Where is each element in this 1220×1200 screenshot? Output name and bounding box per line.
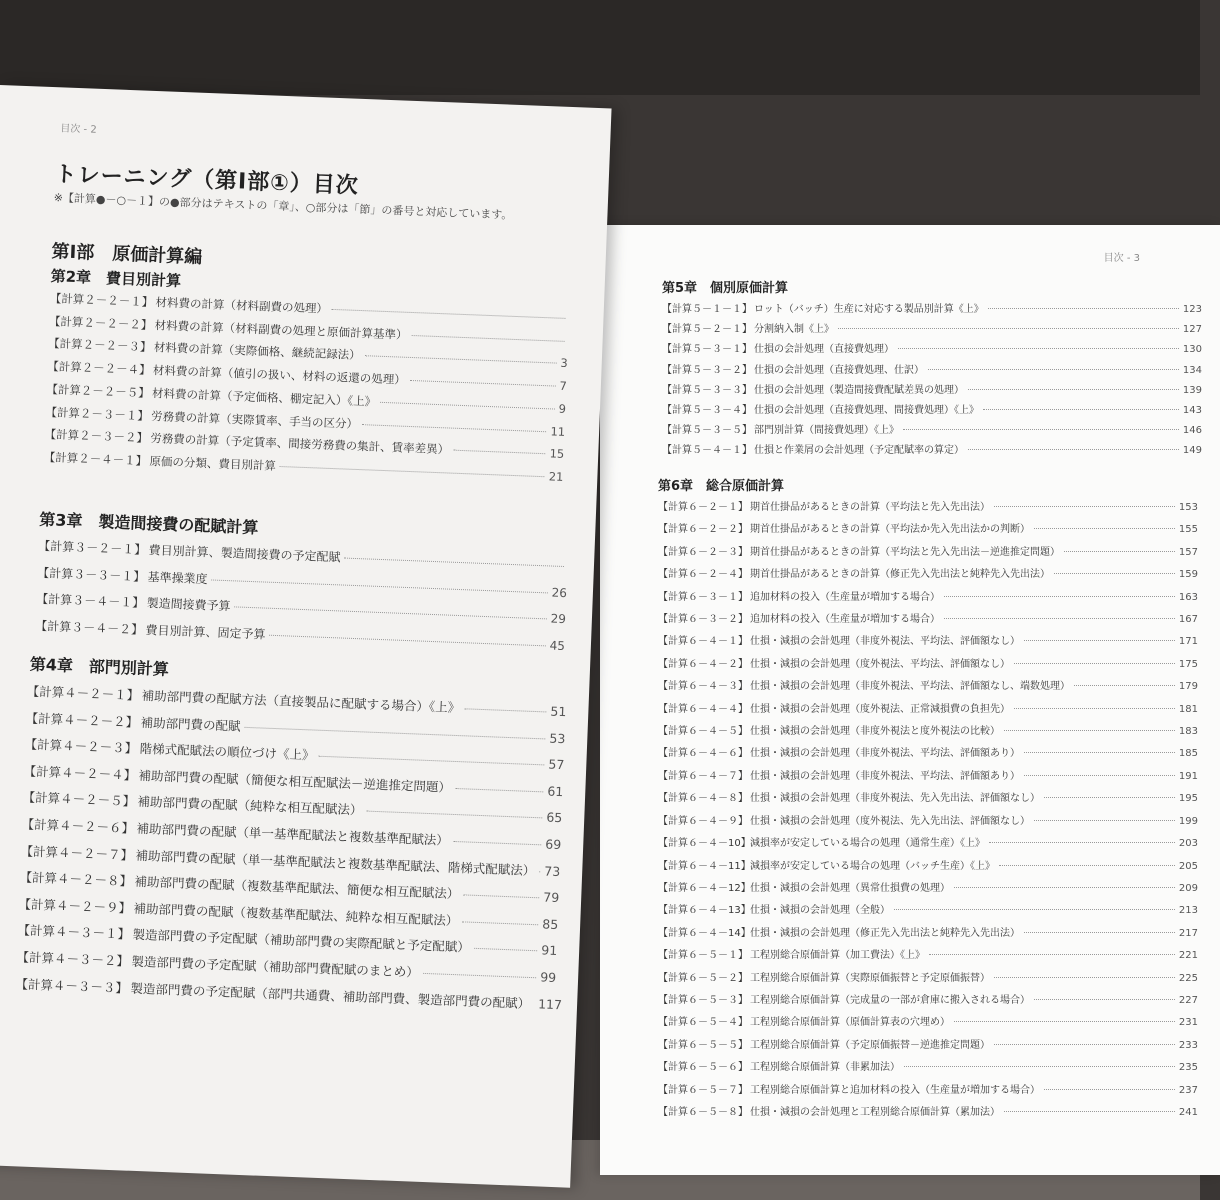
leader-dots: [994, 506, 1175, 507]
leader-dots: [1024, 752, 1175, 753]
entry-page-number: 179: [1178, 681, 1198, 693]
entry-page-number: 3: [560, 356, 568, 371]
leader-dots: [968, 449, 1179, 450]
toc-entry: [662, 401, 1202, 421]
leader-dots: [999, 865, 1175, 866]
entry-code: 【計算６－３－２】: [658, 614, 748, 626]
entry-code: 【計算５－１－１】: [662, 304, 752, 315]
leader-dots: [838, 328, 1179, 329]
entry-code: 【計算６－４－13】: [658, 905, 751, 917]
leader-dots: [423, 973, 537, 978]
entry-title: 補助部門費の配賦方法（直接製品に配賦する場合）《上》: [141, 687, 461, 716]
entry-code: 【計算６－５－２】: [658, 972, 748, 984]
entry-title: 補助部門費の配賦（単一基準配賦法と複数基準配賦法）: [136, 820, 450, 848]
entry-title: 仕損・減損の会計処理（非度外視法、平均法、評価額あり）: [750, 748, 1020, 760]
entry-title: 工程別総合原価計算（非累加法）: [750, 1062, 900, 1074]
toc-entry: [662, 421, 1202, 441]
entry-code: 【計算４－２－４】: [23, 763, 137, 783]
entry-page-number: 65: [546, 809, 563, 826]
leader-dots: [463, 895, 539, 899]
leader-dots: [464, 708, 546, 712]
leader-dots: [954, 1021, 1175, 1022]
leader-dots: [988, 308, 1179, 309]
page-title: トレーニング（第Ⅰ部①）目次: [54, 162, 360, 199]
entry-title: 仕損・減損の会計処理（非度外視法と度外視法の比較）: [750, 726, 1000, 738]
entry-code: 【計算６－３－１】: [658, 591, 748, 603]
entry-page-number: 155: [1178, 524, 1198, 536]
entry-title: 仕損・減損の会計処理（度外視法、平均法、評価額なし）: [750, 658, 1010, 670]
leader-dots: [365, 356, 557, 364]
entry-title: 工程別総合原価計算（完成量の一部が倉庫に搬入される場合）: [750, 994, 1030, 1006]
entry-title: 材料費の計算（実際価格、継続記録法）: [153, 340, 361, 363]
entry-title: 仕損の会計処理（製造間接費配賦差異の処理）: [754, 384, 964, 396]
entry-code: 【計算３－４－１】: [36, 591, 145, 610]
entry-code: 【計算６－４－７】: [658, 770, 748, 782]
entry-page-number: 241: [1178, 1106, 1198, 1118]
toc-entry: [662, 300, 1202, 320]
entry-page-number: 209: [1178, 882, 1198, 894]
leader-dots: [1014, 708, 1175, 709]
toc-entry: [658, 968, 1198, 990]
entry-code: 【計算５－３－２】: [662, 364, 752, 376]
entry-page-number: 21: [548, 469, 564, 484]
entry-page-number: 183: [1178, 726, 1198, 738]
toc-entry: [658, 1102, 1198, 1124]
entry-page-number: 175: [1178, 658, 1198, 670]
chapter-2-entries: [43, 287, 570, 488]
entry-code: 【計算６－５－４】: [658, 1017, 748, 1029]
entry-code: 【計算４－２－１】: [26, 683, 140, 703]
chapter-3-entries: [35, 533, 569, 659]
leader-dots: [269, 634, 545, 646]
entry-page-number: 99: [539, 969, 557, 985]
entry-page-number: 130: [1182, 344, 1202, 356]
leader-dots: [539, 871, 540, 872]
entry-title: 工程別総合原価計算（原価計算表の穴埋め）: [750, 1017, 950, 1029]
entry-page-number: 57: [548, 756, 565, 773]
leader-dots: [968, 389, 1179, 390]
entry-title: 仕損・減損の会計処理（異常仕損費の処理）: [750, 882, 950, 894]
entry-page-number: 217: [1178, 927, 1198, 939]
toc-entry: [658, 654, 1198, 676]
entry-title: ロット（バッチ）生産に対応する製品別計算《上》: [754, 304, 984, 315]
entry-code: 【計算６－５－３】: [658, 994, 748, 1006]
entry-title: 仕損・減損の会計処理（非度外視法、平均法、評価額なし、端数処理）: [750, 681, 1070, 693]
entry-title: 減損率が安定している場合の処理（通常生産）《上》: [750, 838, 985, 850]
leader-dots: [362, 424, 546, 432]
leader-dots: [1034, 528, 1175, 529]
leader-dots: [455, 788, 544, 792]
entry-title: 材料費の計算（予定価格、棚定記入）《上》: [151, 385, 377, 409]
entry-code: 【計算３－４－２】: [35, 618, 144, 637]
leader-dots: [280, 466, 545, 477]
leader-dots: [1024, 775, 1175, 776]
entry-page-number: 53: [549, 730, 566, 746]
toc-entry: [658, 788, 1198, 810]
leader-dots: [1064, 551, 1175, 552]
entry-page-number: 163: [1178, 591, 1198, 603]
entry-title: 仕損・減損の会計処理（非度外視法、平均法、評価額あり）: [750, 770, 1020, 782]
entry-title: 期首仕掛品があるときの計算（修正先入先出法と純粋先入先出法）: [750, 569, 1050, 581]
entry-code: 【計算２－２－５】: [46, 381, 151, 400]
entry-code: 【計算３－２－１】: [38, 538, 147, 557]
leader-dots: [474, 948, 538, 951]
entry-code: 【計算６－４－５】: [658, 726, 748, 738]
toc-entry: [658, 542, 1198, 564]
entry-page-number: 117: [537, 995, 563, 1012]
toc-entry: [658, 990, 1198, 1012]
entry-code: 【計算６－５－６】: [658, 1062, 748, 1074]
entry-page-number: 143: [1182, 405, 1202, 417]
entry-page-number: 181: [1178, 703, 1198, 715]
entry-title: 仕損・減損の会計処理（度外視法、正常減損費の負担先）: [750, 703, 1010, 715]
entry-title: 減損率が安定している場合の処理（バッチ生産）《上》: [750, 860, 995, 872]
leader-dots: [245, 726, 546, 739]
entry-page-number: 134: [1182, 364, 1202, 376]
entry-title: 製造間接費予算: [146, 596, 231, 614]
toc-entry: [658, 878, 1198, 900]
entry-title: 補助部門費の配賦（単一基準配賦法と複数基準配賦法、階梯式配賦法）: [135, 847, 536, 878]
page-note: ※【計算●－○－１】の●部分はテキストの「章」、○部分は「節」の番号と対応しています。: [53, 191, 513, 222]
leader-dots: [1034, 999, 1175, 1000]
chapter-5-entries: [662, 300, 1202, 462]
entry-page-number: 235: [1178, 1062, 1198, 1074]
entry-title: 工程別総合原価計算（加工費法）《上》: [750, 950, 925, 962]
leader-dots: [928, 369, 1179, 370]
entry-code: 【計算６－２－３】: [658, 546, 748, 558]
toc-entry: [658, 587, 1198, 609]
entry-title: 補助部門費の配賦（複数基準配賦法、簡便な相互配賦法）: [134, 873, 460, 902]
toc-entry: [658, 900, 1198, 922]
part-title: 第Ⅰ部 原価計算編: [51, 241, 203, 268]
toc-entry: [658, 519, 1198, 541]
entry-title: 仕損・減損の会計処理と工程別総合原価計算（累加法）: [750, 1106, 1000, 1118]
toc-entry: [658, 1035, 1198, 1057]
entry-title: 工程別総合原価計算と追加材料の投入（生産量が増加する場合）: [750, 1084, 1040, 1096]
entry-title: 製造部門費の予定配賦（補助部門費配賦のまとめ）: [131, 953, 420, 980]
leader-dots: [944, 596, 1175, 597]
entry-title: 材料費の計算（材料副費の処理と原価計算基準）: [154, 317, 408, 342]
leader-dots: [1024, 640, 1175, 641]
entry-title: 仕損の会計処理（直接費処理、仕訳）: [754, 364, 924, 376]
leader-dots: [989, 842, 1175, 843]
leader-dots: [894, 909, 1175, 910]
entry-page-number: 45: [549, 638, 566, 653]
toc-entry: [662, 320, 1202, 340]
entry-title: 基準操業度: [147, 569, 208, 586]
leader-dots: [453, 841, 542, 845]
entry-page-number: 51: [550, 703, 567, 720]
entry-page-number: 213: [1178, 905, 1198, 917]
leader-dots: [1044, 1089, 1175, 1090]
entry-page-number: 237: [1178, 1084, 1198, 1096]
leader-dots: [1034, 820, 1175, 821]
entry-code: 【計算６－４－10】: [658, 838, 751, 850]
page-header: 目次 - 2: [60, 123, 97, 136]
entry-page-number: 91: [540, 942, 558, 959]
entry-title: 仕損・減損の会計処理（度外視法、先入先出法、評価額なし）: [750, 815, 1030, 827]
right-page: [600, 225, 1220, 1175]
entry-title: 期首仕掛品があるときの計算（平均法と先入先出法－逆進推定問題）: [750, 546, 1060, 558]
leader-dots: [410, 380, 556, 387]
toc-entry: [658, 721, 1198, 743]
entry-page-number: 127: [1182, 324, 1202, 336]
entry-code: 【計算４－２－９】: [18, 896, 132, 916]
entry-code: 【計算６－４－14】: [658, 927, 751, 939]
entry-code: 【計算６－５－７】: [658, 1084, 748, 1096]
entry-code: 【計算６－２－１】: [658, 502, 748, 513]
page-header: 目次 - 3: [1103, 253, 1140, 264]
leader-dots: [903, 429, 1179, 430]
leader-dots: [411, 335, 564, 342]
entry-title: 補助部門費の配賦（純粋な相互配賦法）: [137, 794, 363, 818]
leader-dots: [344, 558, 563, 567]
entry-code: 【計算４－２－３】: [24, 736, 138, 756]
entry-code: 【計算６－４－２】: [658, 658, 748, 670]
chapter-3-title: 第3章 製造間接費の配賦計算: [38, 509, 259, 538]
toc-entry: [658, 856, 1198, 878]
entry-page-number: 79: [543, 889, 560, 906]
entry-title: 部門別計算（間接費処理）《上》: [754, 425, 899, 437]
entry-code: 【計算６－４－３】: [658, 681, 748, 693]
chapter-6-entries: [658, 497, 1198, 1124]
entry-code: 【計算２－２－４】: [46, 359, 151, 378]
toc-entry: [658, 609, 1198, 631]
entry-code: 【計算６－５－５】: [658, 1039, 748, 1051]
toc-entry: [658, 631, 1198, 653]
entry-title: 補助部門費の配賦（複数基準配賦法、純粋な相互配賦法）: [133, 900, 459, 928]
entry-title: 分割納入制《上》: [754, 324, 834, 336]
entry-code: 【計算４－２－２】: [25, 710, 139, 730]
entry-title: 労務費の計算（予定賃率、間接労務費の集計、賃率差異）: [150, 431, 450, 457]
entry-code: 【計算６－５－１】: [658, 950, 748, 962]
entry-code: 【計算２－４－１】: [43, 449, 148, 468]
leader-dots: [212, 579, 548, 593]
entry-code: 【計算４－３－２】: [16, 949, 130, 969]
entry-page-number: 233: [1178, 1039, 1198, 1051]
entry-code: 【計算６－４－９】: [658, 815, 748, 827]
toc-entry: [658, 497, 1198, 519]
chapter-6-title: 第6章 総合原価計算: [658, 479, 785, 494]
entry-page-number: 167: [1178, 614, 1198, 626]
leader-dots: [983, 409, 1179, 410]
toc-entry: [662, 441, 1202, 461]
entry-page-number: 73: [544, 863, 561, 879]
entry-title: 追加材料の投入（生産量が増加する場合）: [750, 614, 940, 626]
entry-code: 【計算６－４－６】: [658, 748, 748, 760]
entry-title: 期首仕掛品があるときの計算（平均法か先入先出法かの判断）: [750, 524, 1030, 536]
entry-page-number: 159: [1178, 569, 1198, 581]
left-page: [0, 85, 612, 1188]
toc-entry: [662, 340, 1202, 360]
leader-dots: [898, 348, 1179, 349]
entry-code: 【計算２－２－３】: [47, 336, 152, 355]
leader-dots: [1044, 797, 1175, 798]
leader-dots: [994, 977, 1175, 978]
chapter-5-title: 第5章 個別原価計算: [662, 281, 789, 296]
leader-dots: [332, 309, 566, 319]
toc-entry: [658, 564, 1198, 586]
entry-page-number: 231: [1178, 1017, 1198, 1029]
chapter-4-entries: [15, 678, 567, 1018]
entry-title: 製造部門費の予定配賦（補助部門費の実際配賦と予定配賦）: [132, 927, 471, 956]
entry-page-number: 195: [1178, 793, 1198, 805]
entry-page-number: 61: [547, 783, 564, 799]
entry-title: 労務費の計算（実際賃率、手当の区分）: [150, 408, 359, 431]
toc-entry: [662, 361, 1202, 381]
leader-dots: [1014, 663, 1175, 664]
leader-dots: [318, 756, 544, 766]
entry-code: 【計算６－４－１】: [658, 636, 748, 648]
entry-title: 仕損と作業屑の会計処理（予定配賦率の算定）: [754, 445, 964, 457]
entry-title: 仕損・減損の会計処理（修正先入先出法と純粋先入先出法）: [750, 927, 1020, 939]
entry-page-number: 185: [1178, 748, 1198, 760]
entry-title: 材料費の計算（値引の扱い、材料の返還の処理）: [152, 363, 407, 387]
entry-code: 【計算６－４－４】: [658, 703, 748, 715]
entry-page-number: 157: [1178, 546, 1198, 558]
toc-entry: [658, 1012, 1198, 1034]
toc-entry: [658, 1080, 1198, 1102]
toc-entry: [658, 743, 1198, 765]
entry-page-number: 199: [1178, 815, 1198, 827]
entry-title: 補助部門費の配賦: [140, 714, 241, 734]
leader-dots: [994, 1044, 1175, 1045]
leader-dots: [1004, 730, 1175, 731]
entry-title: 仕損の会計処理（直接費処理、間接費処理）《上》: [754, 405, 979, 417]
toc-entry: [658, 811, 1198, 833]
leader-dots: [366, 811, 542, 819]
entry-code: 【計算６－２－２】: [658, 524, 748, 536]
toc-entry: [658, 676, 1198, 698]
leader-dots: [1074, 685, 1175, 686]
toc-entry: [658, 833, 1198, 855]
entry-code: 【計算２－２－１】: [49, 291, 154, 310]
entry-page-number: 203: [1178, 838, 1198, 850]
leader-dots: [453, 450, 546, 455]
entry-page-number: 225: [1178, 972, 1198, 984]
entry-page-number: 227: [1178, 994, 1198, 1006]
entry-code: 【計算４－２－５】: [22, 789, 136, 810]
toc-entry: [658, 945, 1198, 967]
chapter-4-title: 第4章 部門別計算: [29, 654, 170, 679]
entry-page-number: 171: [1178, 636, 1198, 648]
leader-dots: [380, 402, 555, 410]
entry-code: 【計算４－３－３】: [15, 975, 129, 996]
leader-dots: [954, 887, 1175, 888]
entry-page-number: 149: [1182, 445, 1202, 457]
entry-code: 【計算２－３－２】: [44, 427, 149, 446]
entry-page-number: 26: [551, 585, 568, 600]
entry-code: 【計算５－４－１】: [662, 445, 752, 457]
entry-title: 費目別計算、製造間接費の予定配賦: [148, 543, 341, 565]
toc-entry: [658, 699, 1198, 721]
entry-page-number: 69: [545, 836, 562, 853]
entry-page-number: 205: [1178, 860, 1198, 872]
entry-title: 仕損・減損の会計処理（非度外視法、先入先出法、評価額なし）: [750, 793, 1040, 805]
entry-title: 追加材料の投入（生産量が増加する場合）: [750, 591, 940, 603]
leader-dots: [235, 606, 547, 619]
entry-code: 【計算５－３－３】: [662, 384, 752, 396]
entry-page-number: 153: [1178, 502, 1198, 513]
entry-title: 階梯式配賦法の順位づけ《上》: [139, 741, 315, 763]
toc-entry: [658, 766, 1198, 788]
chapter-2-title: 第2章 費目別計算: [50, 267, 182, 291]
entry-code: 【計算５－３－５】: [662, 425, 752, 437]
entry-code: 【計算６－４－12】: [658, 882, 751, 894]
entry-title: 期首仕掛品があるときの計算（平均法と先入先出法）: [750, 502, 990, 513]
entry-page-number: 191: [1178, 770, 1198, 782]
entry-code: 【計算４－２－６】: [21, 816, 135, 836]
entry-page-number: 9: [558, 401, 567, 416]
entry-code: 【計算６－４－８】: [658, 793, 748, 805]
leader-dots: [1024, 932, 1175, 933]
entry-page-number: 29: [550, 611, 567, 627]
entry-code: 【計算４－２－７】: [20, 842, 134, 863]
toc-entry: [662, 381, 1202, 401]
toc-entry: [658, 1057, 1198, 1079]
leader-dots: [944, 618, 1175, 619]
leader-dots: [904, 1066, 1175, 1067]
entry-page-number: 123: [1182, 304, 1202, 315]
entry-code: 【計算３－３－１】: [37, 565, 146, 584]
entry-title: 仕損・減損の会計処理（非度外視法、平均法、評価額なし）: [750, 636, 1020, 648]
entry-code: 【計算６－４－11】: [658, 860, 751, 872]
entry-code: 【計算５－３－４】: [662, 405, 752, 417]
entry-code: 【計算６－２－４】: [658, 569, 748, 581]
entry-page-number: 221: [1178, 950, 1198, 962]
entry-title: 仕損・減損の会計処理（全般）: [750, 905, 890, 917]
entry-page-number: 11: [550, 423, 566, 439]
background-top: [0, 0, 1200, 95]
entry-code: 【計算５－２－１】: [662, 324, 752, 336]
leader-dots: [1054, 573, 1175, 574]
entry-title: 製造部門費の予定配賦（部門共通費、補助部門費、製造部門費の配賦）: [130, 980, 531, 1011]
entry-code: 【計算５－３－１】: [662, 344, 752, 356]
toc-entry: [658, 923, 1198, 945]
entry-code: 【計算２－２－２】: [48, 313, 153, 332]
entry-page-number: 139: [1182, 384, 1202, 396]
entry-code: 【計算４－２－８】: [19, 869, 133, 889]
leader-dots: [462, 921, 538, 925]
entry-title: 原価の分類、費目別計算: [149, 453, 277, 473]
leader-dots: [1004, 1111, 1175, 1112]
entry-page-number: 85: [542, 916, 559, 932]
entry-code: 【計算６－５－８】: [658, 1106, 748, 1118]
entry-page-number: 7: [559, 378, 568, 394]
entry-title: 補助部門費の配賦（簡便な相互配賦法－逆進推定問題）: [138, 767, 452, 795]
entry-title: 仕損の会計処理（直接費処理）: [754, 344, 894, 356]
leader-dots: [929, 954, 1175, 955]
entry-code: 【計算４－３－１】: [17, 922, 131, 942]
entry-code: 【計算２－３－１】: [45, 404, 150, 423]
entry-title: 費目別計算、固定予算: [145, 622, 266, 642]
entry-page-number: 15: [549, 446, 565, 462]
entry-title: 工程別総合原価計算（予定原価振替－逆進推定問題）: [750, 1039, 990, 1051]
entry-title: 材料費の計算（材料副費の処理）: [155, 295, 329, 316]
entry-page-number: 146: [1182, 425, 1202, 437]
entry-title: 工程別総合原価計算（実際原価振替と予定原価振替）: [750, 972, 990, 984]
